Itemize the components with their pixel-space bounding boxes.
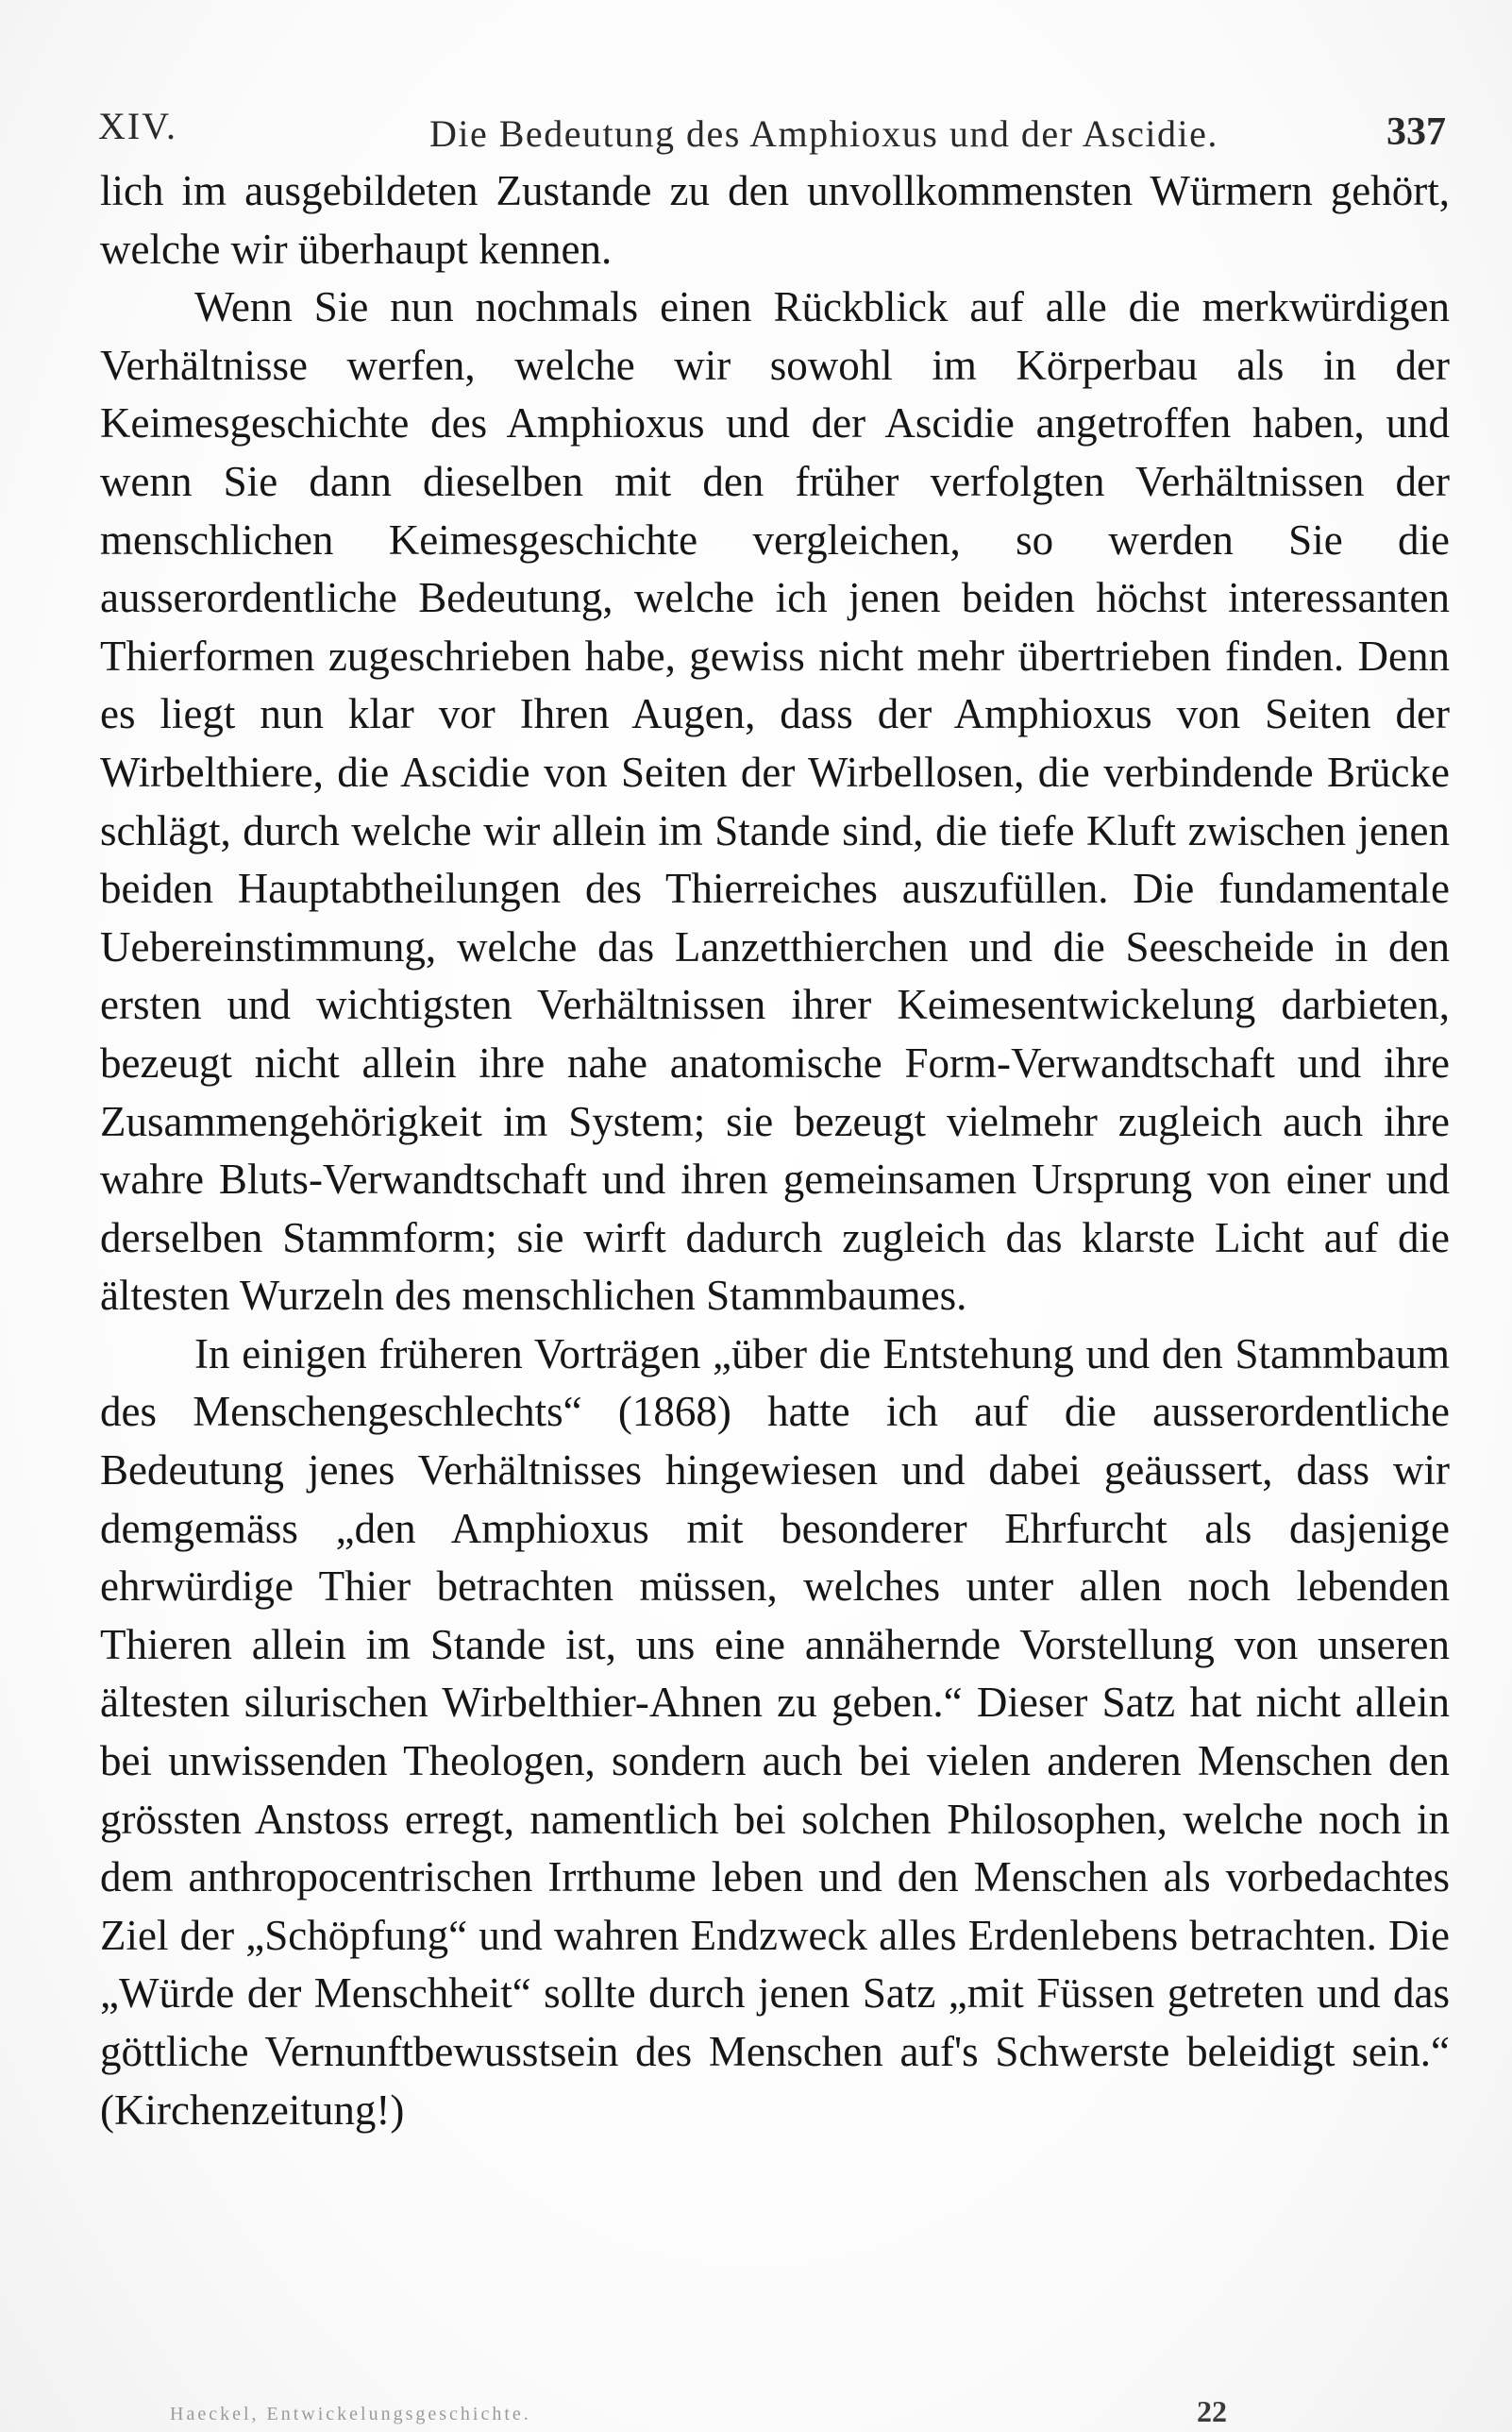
chapter-number: XIV. xyxy=(98,105,177,147)
running-title: Die Bedeutung des Amphioxus und der Ascidie. xyxy=(429,112,1218,155)
page-number: 337 xyxy=(1386,110,1446,154)
signature-number: 22 xyxy=(1197,2394,1227,2428)
page-footer xyxy=(94,2396,1453,2430)
signature-line: Haeckel, Entwickelungsgeschichte. xyxy=(170,2404,531,2424)
paragraph: Wenn Sie nun nochmals einen Rückblick auf alle die merkwürdigen Verhältnisse werfen, welche wir sowohl im Körperbau als in der Keimesgeschichte des Amphioxus und der Ascidie angetroffen haben, und wenn Sie dann dieselben mit den früher verfolgten Verhältnissen der menschlichen Keimesgeschichte vergleichen, so werden Sie die ausserordentliche Bedeutung, welche ich jenen beiden höchst interessanten Thierformen zugeschrieben habe, gewiss nicht mehr übertrieben finden. Denn es liegt nun klar vor Ihren Augen, dass der Amphioxus von Seiten der Wirbelthiere, die Ascidie von Seiten der Wirbellosen, die verbindende Brücke schlägt, durch welche wir allein im Stande sind, die tiefe Kluft zwischen jenen beiden Hauptabtheilungen des Thierreiches auszufüllen. Die fundamentale Uebereinstimmung, welche das Lanzetthierchen und die Seescheide in den ersten und wichtigsten Verhältnissen ihrer Keimesentwickelung darbieten, bezeugt nicht allein ihre nahe anatomische Form-Verwandtschaft und ihre Zusammengehörigkeit im System; sie bezeugt vielmehr zugleich auch ihre wahre Bluts-Verwandtschaft und ihren gemeinsamen Ursprung von einer und derselben Stammform; sie wirft dadurch zugleich das klarste Licht auf die ältesten Wurzeln des menschlichen Stammbaumes. xyxy=(100,283,1450,1320)
running-header xyxy=(94,104,1453,160)
body-text xyxy=(100,162,1450,2139)
paragraph-continued: lich im ausgebildeten Zustande zu den unvollkommensten Würmern gehört, welche wir überhaupt kennen. xyxy=(100,167,1450,273)
paragraph: In einigen früheren Vorträgen „über die Entstehung und den Stammbaum des Menschengeschlechts“ (1868) hatte ich auf die ausserordentliche Bedeutung jenes Verhältnisses hingewiesen und dabei geäussert, dass wir demgemäss „den Amphioxus mit besonderer Ehrfurcht als dasjenige ehrwürdige Thier betrachten müssen, welches unter allen noch lebenden Thieren allein im Stande ist, uns eine annähernde Vorstellung von unseren ältesten silurischen Wirbelthier-Ahnen zu geben.“ Dieser Satz hat nicht allein bei unwissenden Theologen, sondern auch bei vielen anderen Menschen den grössten Anstoss erregt, namentlich bei solchen Philosophen, welche noch in dem anthropocentrischen Irrthume leben und den Menschen als vorbedachtes Ziel der „Schöpfung“ und wahren Endzweck alles Erdenlebens betrachten. Die „Würde der Menschheit“ sollte durch jenen Satz „mit Füssen getreten und das göttliche Vernunftbewusstsein des Menschen auf's Schwerste beleidigt sein.“ (Kirchenzeitung!) xyxy=(100,1329,1450,2134)
